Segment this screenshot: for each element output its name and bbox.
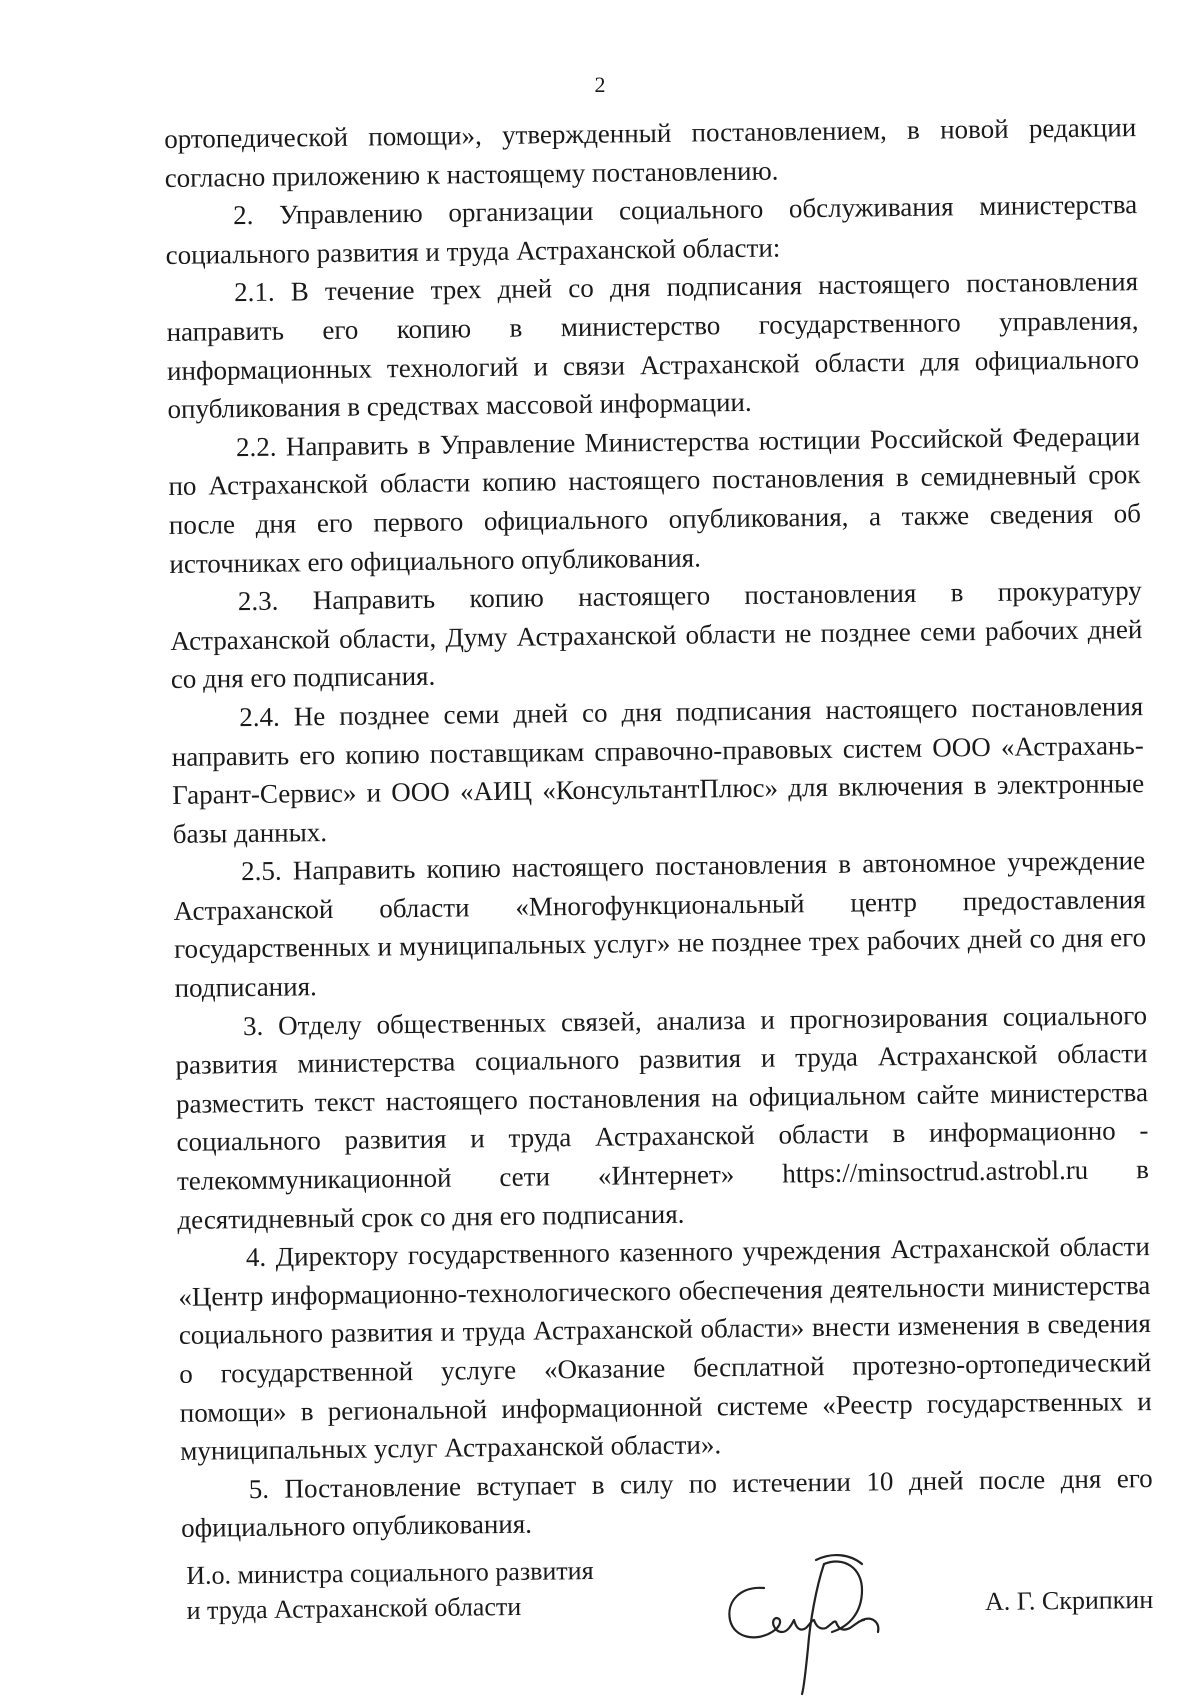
paragraph-continuation: ортопедической помощи», утвержденный постановлением, в новой редакции согласно приложению к настоящему постановлению. xyxy=(164,112,1137,193)
paragraph-item-3: 3. Отделу общественных связей, анализа и прогнозирования социального развития министерства социального развития и труда Астраханской области разместить текст настоящего постановления на официальном сайте министерства социального развития и труда Астраханской области в информационно - телекоммуникационной сети «Интернет» https://minsoctrud.astrobl.ru в десятидневный срок со дня его подписания. xyxy=(175,999,1150,1235)
position-line-2: и труда Астраханской области xyxy=(186,1591,522,1625)
paragraph-item-2: 2. Управлению организации социального обслуживания министерства социального развития и труда Астраханской области: xyxy=(165,189,1138,270)
paragraph-item-2-4: 2.4. Не позднее семи дней со дня подписания настоящего постановления направить его копию поставщикам справочно-правовых систем ООО «Астрахань-Гарант-Сервис» и ООО «АИЦ «КонсультантПлюс» для включения в электронные базы данных. xyxy=(171,690,1145,849)
body-text xyxy=(164,108,1153,1548)
paragraph-item-4: 4. Директору государственного казенного учреждения Астраханской области «Центр информационно-технологического обеспечения деятельности министерства социального развития и труда Астраханской области» внести изменения в сведения о государственной услуге «Оказание бесплатной протезно-ортопедический помощи» в региональной информационной системе «Реестр государственных и муниципальных услуг Астраханской области». xyxy=(178,1231,1152,1467)
paragraph-item-2-1: 2.1. В течение трех дней со дня подписания настоящего постановления направить его копию в министерство государственного управления, информационных технологий и связи Астраханской области для официального опубликования в средствах массовой информации. xyxy=(166,266,1140,425)
signatory-position xyxy=(186,1553,594,1628)
position-line-1: И.о. министра социального развития xyxy=(186,1556,594,1590)
paragraph-item-2-3: 2.3. Направить копию настоящего постановления в прокуратуру Астраханской области, Думу Астраханской области не позднее семи рабочих дней со дня его подписания. xyxy=(170,575,1143,695)
paragraph-item-2-5: 2.5. Направить копию настоящего постановления в автономное учреждение Астраханской области «Многофункциональный центр предоставления государственных и муниципальных услуг» не позднее трех рабочих дней со дня его подписания. xyxy=(173,845,1147,1003)
signatory-name: А. Г. Скрипкин xyxy=(984,1584,1154,1617)
page-number: 2 xyxy=(594,72,606,97)
paragraph-item-5: 5. Постановление вступает в силу по истечении 10 дней после дня его официального опубликования. xyxy=(181,1462,1153,1544)
paragraph-item-2-2: 2.2. Направить в Управление Министерства юстиции Российской Федерации по Астраханской области копию настоящего постановления в семидневный срок после дня его первого официального опубликования, а также сведения об источниках его официального опубликования. xyxy=(168,420,1142,579)
handwritten-signature xyxy=(712,1528,902,1698)
